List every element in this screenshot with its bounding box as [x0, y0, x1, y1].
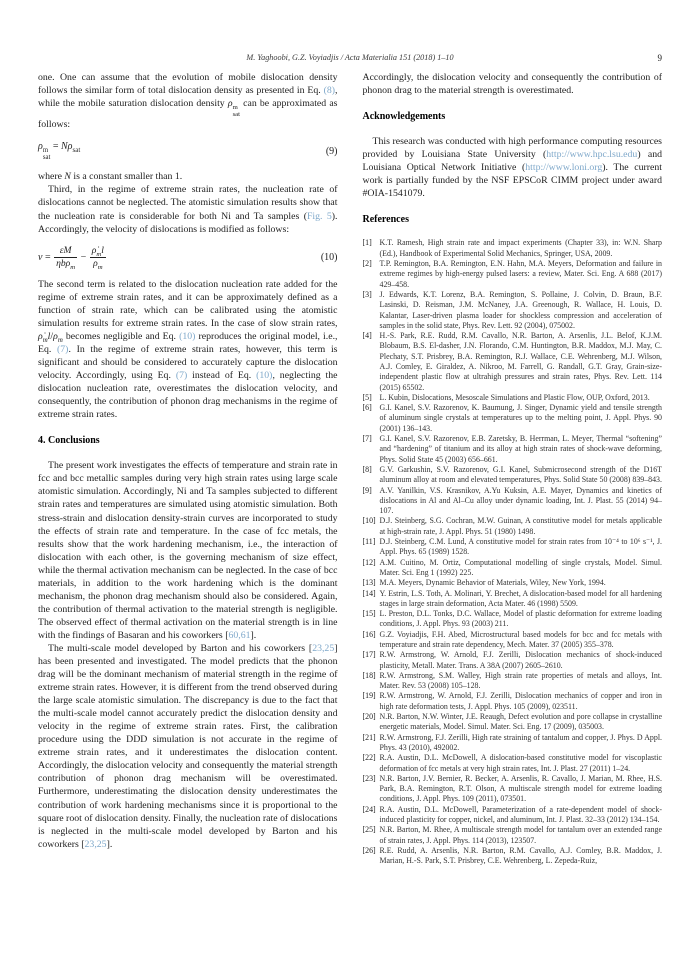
- reference-number: [21]: [362, 732, 376, 742]
- reference-number: [13]: [362, 578, 376, 588]
- inline-link[interactable]: (7): [57, 343, 69, 355]
- inline-link[interactable]: (10): [256, 370, 273, 382]
- header-citation: M. Yaghoobi, G.Z. Voyiadjis / Acta Materialia 151 (2018) 1–10: [246, 53, 454, 62]
- reference-text: Y. Estrin, L.S. Toth, A. Molinari, Y. Brechet, A dislocation-based model for all hardening stages in large strain deformation, Acta Mater. 46 (1998) 5509.: [379, 588, 662, 608]
- reference-item: [363, 403, 663, 434]
- reference-text: R.W. Armstrong, F.J. Zerilli, High rate straining of tantalum and copper, J. Phys. D Appl. Phys. 43 (2010), 492002.: [379, 732, 662, 752]
- text-run: where: [38, 171, 65, 183]
- reference-item: [363, 465, 663, 486]
- reference-item: [363, 290, 663, 331]
- text-run: =: [50, 141, 62, 153]
- reference-item: [363, 589, 663, 610]
- reference-number: [16]: [362, 629, 376, 639]
- equation-9-number: (9): [325, 145, 338, 157]
- text-run: ). The current work is partially funded by the NSF EPSCoR CIMM project under award #OIA-1541079.: [362, 162, 662, 200]
- reference-text: G.V. Garkushin, S.V. Razorenov, G.I. Kanel, Submicrosecond strength of the D16T aluminum alloy at room and elevated temperatures, Phys. Solid State 50 (2008) 839–843.: [379, 464, 662, 485]
- text-run: ρ̇: [91, 244, 97, 256]
- text-run: The multi-scale model developed by Barton and his coworkers [: [48, 642, 313, 654]
- reference-number: [1]: [362, 238, 372, 248]
- reference-number: [4]: [362, 331, 372, 341]
- text-run: This research was conducted with high performance computing resources provided by Louisiana State University (: [362, 136, 662, 161]
- text-run: ρ: [53, 330, 58, 342]
- fraction: [90, 246, 106, 269]
- inline-link[interactable]: http://www.loni.org: [525, 162, 603, 174]
- reference-number: [20]: [362, 712, 376, 722]
- text-run: reproduces the original model, i.e., Eq.: [38, 330, 338, 355]
- reference-item: [363, 650, 663, 671]
- reference-number: [15]: [362, 609, 376, 619]
- reference-number: [23]: [362, 773, 376, 783]
- reference-item: [363, 578, 663, 588]
- reference-item: [363, 733, 663, 754]
- paragraph-third: [38, 183, 338, 235]
- reference-item: [363, 671, 663, 692]
- reference-text: R.W. Armstrong, W. Arnold, F.J. Zerilli, Dislocation mechanics of copper and iron in high rate deformation tests, J. Appl. Phys. 105 (2009), 023511.: [379, 691, 662, 711]
- reference-item: [363, 630, 663, 651]
- inline-link[interactable]: 23,25: [84, 838, 107, 850]
- reference-number: [6]: [362, 403, 372, 413]
- equation-9: [38, 141, 338, 161]
- reference-text: N.R. Barton, J.V. Bernier, R. Becker, A. Arsenlis, R. Cavallo, J. Marian, M. Rhee, H.S. Park, B.A. Remington, R.T. Olson, A multiscale strength model for extreme loading conditions, J. Appl. Phys. 109 (2011), 073501.: [379, 773, 662, 804]
- text-run: The second term is related to the dislocation nucleation rate added for the regime of extreme strain rates, and it can be approximately defined as a function of strain rate, which can be calibrated using the atomistic simulation results for extreme strain rates. In the case of slow strain rates,: [38, 278, 338, 329]
- text-run: −: [78, 251, 89, 263]
- text-run: ) and Louisiana Optical Network Initiative (: [362, 149, 662, 174]
- reference-text: R.A. Austin, D.L. McDowell, Parameterization of a rate-dependent model of shock-induced plasticity for copper, nickel, and aluminum, Int. J. Plast. 32–33 (2012) 134–154.: [379, 804, 662, 825]
- reference-item: [363, 846, 663, 867]
- reference-text: T.P. Remington, B.A. Remington, E.N. Hahn, M.A. Meyers, Deformation and failure in extreme regimes by high-energy pulsed lasers: a review, Mater. Sci. Eng. A 688 (2017) 429–458.: [379, 259, 662, 289]
- paragraph-conclusions-2: [38, 642, 338, 851]
- reference-text: K.T. Ramesh, High strain rate and impact experiments (Chapter 33), in: W.N. Sharp (Ed.), Handbook of Experimental Solid Mechanics, Springer, USA, 2009.: [379, 238, 662, 258]
- references-list: [363, 238, 663, 866]
- reference-item: [363, 434, 663, 465]
- reference-text: G.Z. Voyiadjis, F.H. Abed, Microstructural based models for bcc and fcc metals with temperature and strain rate dependency, Mech. Mater. 37 (2005) 355–378.: [379, 629, 662, 649]
- inline-link[interactable]: (10): [179, 330, 196, 342]
- section-heading-references: References: [362, 214, 409, 226]
- reference-item: [363, 486, 663, 517]
- reference-number: [12]: [362, 557, 376, 567]
- reference-number: [24]: [362, 804, 376, 814]
- text-run: The present work investigates the effects of temperature and strain rate in fcc and bcc metallic samples during very high strain rates using large scale atomistic simulation. Accordingly, Ni and Ta samples subjected to different strain rates and temperatures are simulated using atomistic simulation. Both stress-strain and dislocation density-strain curves are incorporated to study the effects of strain rate and temperature. In the case of fcc metals, the results show that the work hardening mechanism, i.e., the interaction of dislocation with each other, is the governing mechanism of size effect, while the thermal activation mechanism can be neglected. In the case of bcc materials, in addition to the work hardening which is the dominant mechanism, the phonon drag mechanism should also be considered. Again, the contribution of thermal activation to the material strength is negligible. The observed effect of thermal activation on the material strength is in line with the findings of Basaran and his coworkers [: [38, 460, 338, 641]
- equation-10-body: [38, 246, 107, 269]
- reference-number: [2]: [362, 259, 372, 269]
- reference-number: [3]: [362, 289, 372, 299]
- reference-item: [363, 537, 663, 558]
- text-run: /: [50, 330, 54, 342]
- text-run: , neglecting the dislocation nucleation rate, overestimates the dislocation velocity, and consequently, the contribution of phonon drag mechanisms in the regime of extreme strain rates.: [38, 370, 338, 421]
- text-run: m: [42, 336, 48, 344]
- reference-item: [363, 691, 663, 712]
- text-run: ].: [250, 629, 257, 641]
- equation-9-body: [38, 141, 80, 161]
- text-run: Nρ: [61, 141, 73, 153]
- reference-text: H.-S. Park, R.E. Rudd, R.M. Cavallo, N.R. Barton, A. Arsenlis, J.L. Belof, K.J.M. Blobaum, B.S. El-dasher, J.N. Florando, C.M. Huntington, B.R. Maddox, M.J. May, C. Plechaty, S.T. Prisbrey, B.A. Remington, R.J. Wallace, C.E. Wehrenberg, M.J. Wilson, A.J. Comley, E. Giraldez, A. Nikroo, M. Farrell, G. Randall, G.T. Gray, Grain-size-independent plastic flow at ultrahigh pressures and strain rates, Phys. Rev. Lett. 114 (2015) 65502.: [379, 331, 662, 392]
- text-run: becomes negligible and Eq.: [62, 330, 180, 342]
- reference-item: [363, 558, 663, 579]
- reference-text: D.J. Steinberg, C.M. Lund, A constitutive model for strain rates from 10⁻⁴ to 10⁶ s⁻¹, J. Appl. Phys. 65 (1989) 1528.: [379, 537, 662, 557]
- reference-text: L. Preston, D.L. Tonks, D.C. Wallace, Model of plastic deformation for extreme loading conditions, J. Appl. Phys. 93 (2003) 211.: [379, 609, 662, 629]
- reference-number: [7]: [362, 434, 372, 444]
- text-run: Accordingly, the dislocation velocity and consequently the contribution of phonon drag to the material strength is overestimated.: [362, 72, 662, 97]
- inline-link[interactable]: 23,25: [312, 642, 335, 654]
- stacked-index: m sat: [42, 147, 51, 162]
- paragraph-continuation: [38, 71, 338, 131]
- paragraph-where-n: [38, 170, 338, 183]
- reference-number: [11]: [362, 537, 376, 547]
- reference-number: [26]: [362, 845, 376, 855]
- reference-item: [363, 609, 663, 630]
- inline-link[interactable]: (7): [175, 370, 188, 382]
- section-heading-conclusions: 4. Conclusions: [38, 435, 100, 447]
- page-number: 9: [657, 53, 662, 63]
- text-run: m: [57, 336, 63, 344]
- reference-number: [17]: [362, 650, 376, 660]
- text-run: ρ: [227, 98, 233, 110]
- text-run: ρ: [38, 141, 43, 153]
- text-run: l: [101, 244, 104, 256]
- reference-item: [363, 753, 663, 774]
- reference-text: G.I. Kanel, S.V. Razorenov, E.B. Zaretsky, B. Herrman, L. Meyer, Thermal “softening” and “hardening” of titanium and its alloy at high strain rates of shock-wave deforming, Phys. Solid State 45 (2003) 656–661.: [379, 434, 662, 464]
- paragraph-acknowledgements: [363, 135, 663, 200]
- stacked-index: m sat: [232, 104, 240, 119]
- reference-text: R.A. Austin, D.L. McDowell, A dislocation-based constitutive model for viscoplastic deformation of fcc metals at very high strain rates, Int. J. Plast. 27 (2011) 1–24.: [379, 753, 662, 773]
- reference-item: [363, 825, 663, 846]
- paragraph-overestimated: [363, 71, 663, 97]
- equation-10-number: (10): [320, 251, 338, 263]
- section-heading-acknowledgements: Acknowledgements: [362, 111, 446, 123]
- text-run: sat: [72, 146, 81, 155]
- paragraph-conclusions-1: [38, 459, 338, 642]
- reference-item: [363, 516, 663, 537]
- reference-number: [14]: [362, 588, 376, 598]
- reference-number: [10]: [362, 516, 376, 526]
- text-run: m: [97, 263, 103, 271]
- text-run: . In the regime of extreme strain rates, however, this term is significant and should be considered to accurately capture the dislocation velocity. Accordingly, using Eq.: [38, 343, 338, 382]
- reference-text: N.R. Barton, M. Rhee, A multiscale strength model for tantalum over an extended range of strain rates, J. Appl. Phys. 114 (2013), 123507.: [379, 825, 662, 845]
- equation-10: [38, 246, 338, 269]
- text-run: ε̇M: [59, 244, 72, 256]
- text-run: v: [38, 251, 43, 263]
- reference-item: [363, 393, 663, 403]
- text-run: ρ: [93, 257, 98, 269]
- text-run: ). Accordingly, the velocity of dislocations is modified as follows:: [38, 210, 338, 235]
- reference-number: [19]: [362, 691, 376, 701]
- reference-text: A.M. Cuitino, M. Ortiz, Computational modelling of single crystals, Model. Simul. Mater. Sci. Eng 1 (1992) 225.: [379, 557, 662, 577]
- two-column-body: [38, 71, 662, 867]
- reference-text: A.V. Yanilkin, V.S. Krasnikov, A.Yu Kuksin, A.E. Mayer, Dynamics and kinetics of dislocations in Al and Al–Cu alloy under dynamic loading, Int. J. Plast. 55 (2014) 94–107.: [379, 485, 662, 516]
- reference-text: J. Edwards, K.T. Lorenz, B.A. Remington, S. Pollaine, J. Colvin, D. Braun, B.F. Lasinski, D. Reisman, J.M. McNaney, J.A. Greenough, R. Wallace, H. Louis, D. Kalantar, Laser-driven plasma loader for shockless compression and acceleration of samples in the solid state, Phys. Rev. Lett. 92 (2004), 075002.: [379, 289, 662, 330]
- text-run: N: [64, 171, 71, 183]
- reference-item: [363, 238, 663, 259]
- reference-text: G.I. Kanel, S.V. Razorenov, K. Baumung, J. Singer, Dynamic yield and tensile strength of aluminum single crystals at temperatures up to the melting point, J. Appl. Phys. 90 (2001) 136–143.: [379, 403, 662, 433]
- right-column: [363, 71, 663, 867]
- inline-link[interactable]: http://www.hpc.lsu.edu: [546, 149, 638, 161]
- text-run: m: [96, 250, 102, 258]
- reference-item: [363, 259, 663, 290]
- reference-item: [363, 712, 663, 733]
- text-run: instead of Eq.: [187, 370, 257, 382]
- reference-text: N.R. Barton, N.W. Winter, J.E. Reaugh, Defect evolution and pore collapse in crystalline energetic materials, Model. Simul. Mater. Sci. Eng. 17 (2009), 035003.: [379, 712, 662, 732]
- text-run: m: [70, 263, 76, 271]
- text-run: =: [42, 251, 54, 263]
- text-run: l: [47, 330, 51, 342]
- text-run: ηbρ: [56, 257, 71, 269]
- reference-item: [363, 805, 663, 826]
- inline-link[interactable]: 60,61: [228, 629, 251, 641]
- paragraph-second-term: [38, 278, 338, 422]
- reference-number: [8]: [362, 464, 372, 474]
- inline-link[interactable]: Fig. 5: [306, 210, 332, 222]
- reference-text: L. Kubin, Dislocations, Mesoscale Simulations and Plastic Flow, OUP, Oxford, 2013.: [379, 392, 650, 402]
- inline-link[interactable]: (8): [323, 85, 336, 97]
- text-run: , while the mobile saturation dislocation density: [38, 85, 338, 110]
- fraction: [54, 246, 77, 269]
- text-run: Third, in the regime of extreme strain rates, the nucleation rate of dislocations cannot be neglected. The atomistic simulation results show that the nucleation rate is considerable for both Ni and Ta samples (: [38, 184, 338, 222]
- reference-number: [5]: [362, 392, 372, 402]
- reference-number: [18]: [362, 670, 376, 680]
- reference-text: R.W. Armstrong, S.M. Walley, High strain rate properties of metals and alloys, Int. Mater. Rev. 53 (2008) 105–128.: [379, 670, 662, 691]
- reference-item: [363, 774, 663, 805]
- text-run: ρ̇: [38, 330, 43, 342]
- reference-text: D.J. Steinberg, S.G. Cochran, M.W. Guinan, A constitutive model for metals applicable at high-strain rate, J. Appl. Phys. 51 (1980) 1498.: [379, 516, 662, 536]
- left-column: [38, 71, 338, 867]
- reference-number: [22]: [362, 753, 376, 763]
- reference-item: [363, 331, 663, 393]
- reference-text: R.W. Armstrong, W. Arnold, F.J. Zerilli, Dislocation mechanics of shock-induced plasticity, Metall. Mater. Trans. A 38A (2007) 2605–2610.: [379, 650, 662, 670]
- reference-number: [25]: [362, 825, 376, 835]
- text-run: one. One can assume that the evolution of mobile dislocation density follows the similar form of total dislocation density as presented in Eq.: [38, 72, 338, 97]
- text-run: ] has been presented and investigated. The model predicts that the phonon drag will be the dominant mechanism of material strength in the regime of extreme strain rates. However, it is different from the trend observed during the large scale atomistic simulation. The discrepancy is due to the fact that the multi-scale model cannot accurately predict the dislocation density and velocity in the regime of extreme strain rates. First, the calibration procedure using the DDD simulation is not accurate in the regime of extreme strain rates, and it underestimates the dislocation content. Accordingly, the dislocation velocity and consequently the material strength contribution of phonon drag mechanism will be overestimated. Furthermore, underestimating the dislocation density underestimates the contribution of work hardening mechanisms since it is proportional to the square root of dislocation density. Finally, the nucleation rate of dislocations is neglected in the multi-scale model developed by Barton and his coworkers [: [38, 642, 338, 850]
- reference-text: M.A. Meyers, Dynamic Behavior of Materials, Wiley, New York, 1994.: [379, 578, 606, 588]
- text-run: ].: [106, 838, 113, 850]
- running-header: [38, 53, 662, 65]
- reference-number: [9]: [362, 485, 372, 495]
- text-run: can be approximated as follows:: [38, 98, 338, 131]
- reference-text: R.E. Rudd, A. Arsenlis, N.R. Barton, R.M. Cavallo, A.J. Comley, B.R. Maddox, J. Marian, H.-S. Park, S.T. Prisbrey, C.E. Wehrenberg, L. Zepeda-Ruiz,: [379, 845, 662, 866]
- text-run: is a constant smaller than 1.: [70, 171, 183, 183]
